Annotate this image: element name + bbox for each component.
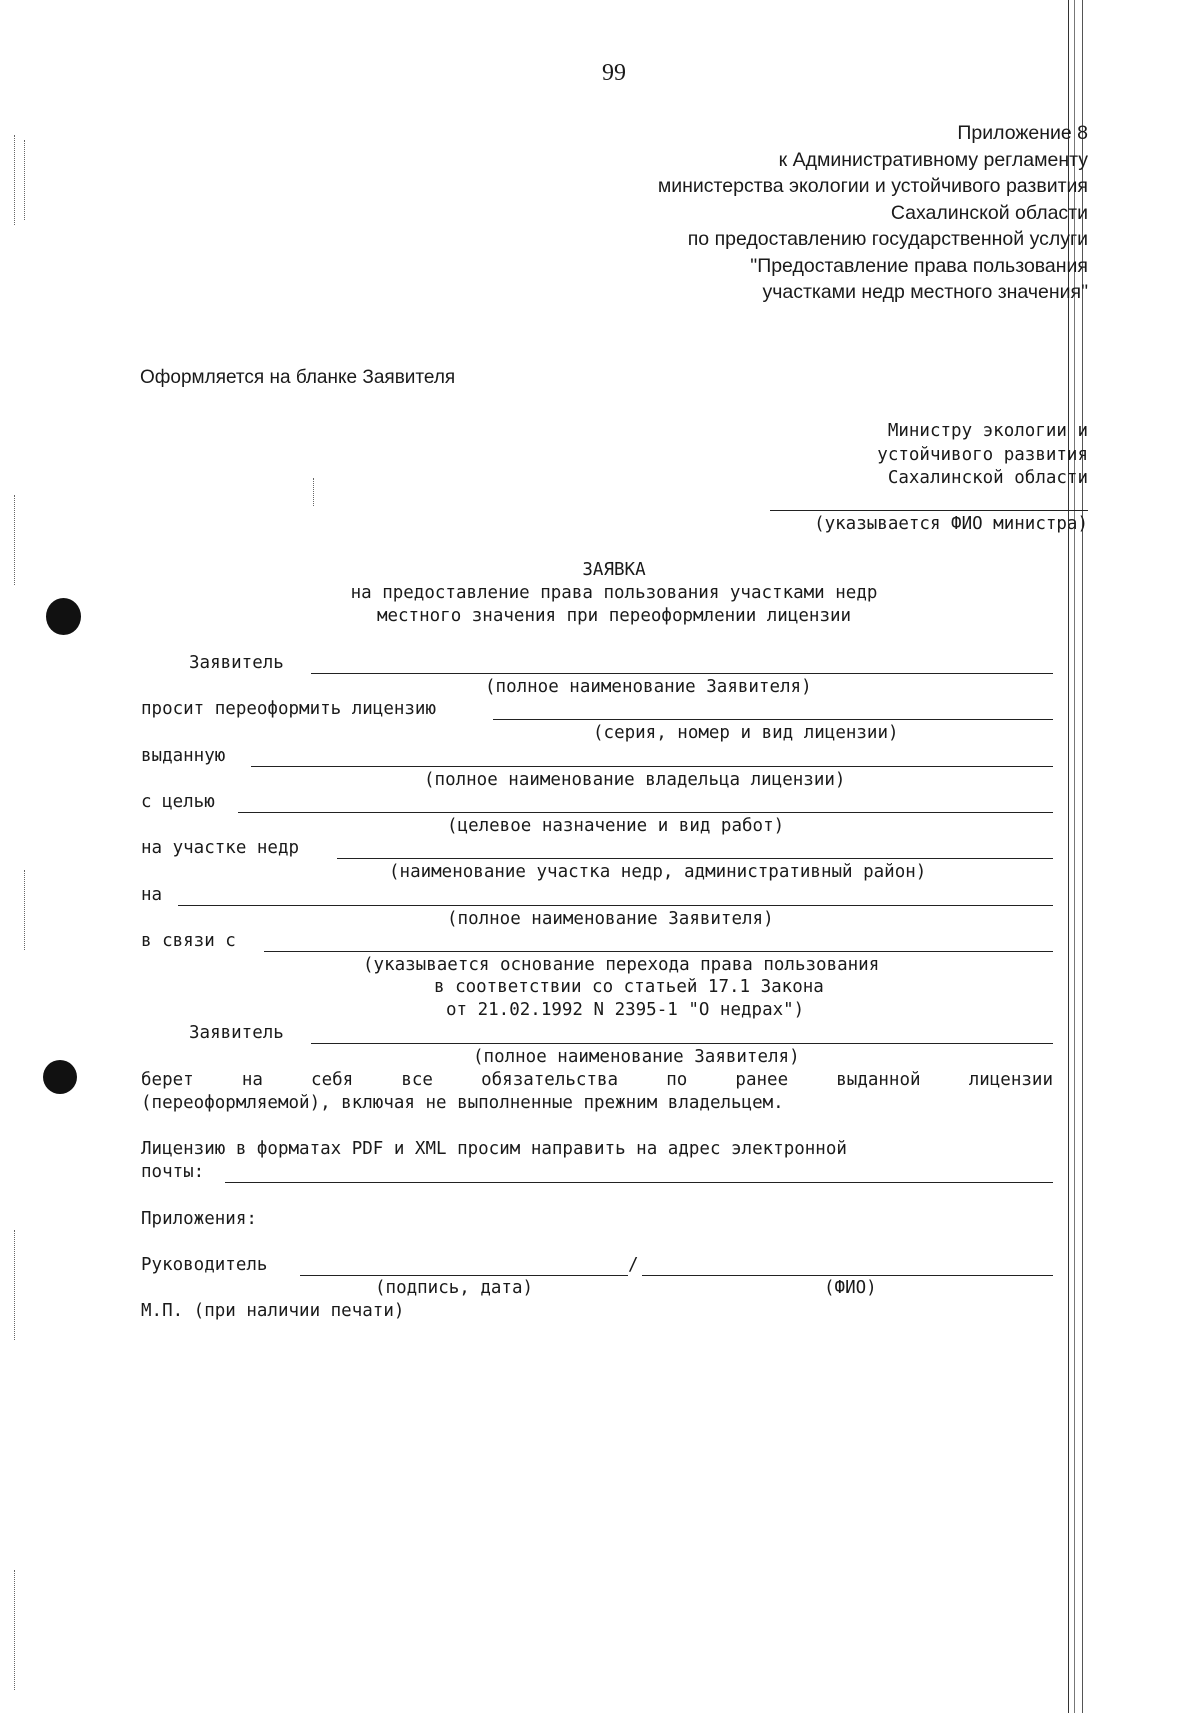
reason-hint: от 21.02.1992 N 2395-1 "О недрах")	[446, 1000, 805, 1020]
attachments-label: Приложения:	[141, 1209, 257, 1229]
annex-line: по предоставлению государственной услуги	[687, 228, 1088, 250]
scan-speck	[14, 1570, 15, 1690]
form-heading: ЗАЯВКА	[582, 560, 646, 580]
obligation-word: выданной	[836, 1070, 921, 1090]
obligation-word: себя	[311, 1070, 354, 1090]
applicant-hint: (полное наименование Заявителя)	[485, 677, 812, 697]
fio-field[interactable]	[642, 1275, 1053, 1276]
annex-line: министерства экологии и устойчивого развития	[657, 175, 1088, 197]
site-hint: (наименование участка недр, административный район)	[389, 862, 927, 882]
obligation-word: берет	[141, 1070, 194, 1090]
obligation-word: на	[241, 1070, 263, 1090]
addressee-line: Сахалинской области	[887, 468, 1088, 488]
signature-hint: (подпись, дата)	[375, 1278, 534, 1298]
annex-line: к Административному регламенту	[778, 148, 1088, 171]
applicant-hint: (полное наименование Заявителя)	[473, 1047, 800, 1067]
obligation-line	[141, 1070, 1053, 1090]
signature-field[interactable]	[300, 1275, 628, 1276]
owner-hint: (полное наименование владельца лицензии)	[424, 770, 846, 790]
minister-hint: (указывается ФИО министра)	[814, 514, 1088, 534]
email-label: почты:	[141, 1162, 205, 1182]
scan-speck	[14, 1230, 15, 1340]
new-holder-field[interactable]	[178, 905, 1053, 906]
annex-line: "Предоставление права пользования	[750, 254, 1088, 277]
purpose-field[interactable]	[238, 812, 1053, 813]
email-request-text: Лицензию в форматах PDF и XML просим направить на адрес электронной	[141, 1139, 847, 1159]
form-subtitle-line: местного значения при переоформлении лицензии	[376, 606, 852, 626]
addressee-block	[877, 420, 1088, 491]
reason-label: в связи с	[141, 931, 236, 951]
annex-line: Сахалинской области	[890, 201, 1088, 224]
form-subtitle-line: на предоставление права пользования участками недр	[350, 583, 878, 603]
obligation-word: ранее	[735, 1070, 789, 1090]
obligation-word: лицензии	[968, 1070, 1053, 1090]
addressee-line: устойчивого развития	[877, 444, 1088, 465]
scan-speck	[24, 140, 25, 220]
minister-name-field[interactable]	[770, 510, 1088, 511]
page-number: 99	[602, 60, 626, 86]
slash-separator: /	[628, 1255, 639, 1275]
license-hint: (серия, номер и вид лицензии)	[593, 723, 899, 743]
letterhead-note: Оформляется на бланке Заявителя	[140, 367, 456, 388]
obligation-word: все	[401, 1070, 433, 1090]
obligation-word: по	[666, 1070, 688, 1090]
to-hint: (полное наименование Заявителя)	[447, 909, 774, 929]
site-field[interactable]	[337, 858, 1053, 859]
reason-field[interactable]	[264, 951, 1053, 952]
stamp-note: М.П. (при наличии печати)	[141, 1301, 405, 1321]
purpose-hint: (целевое назначение и вид работ)	[447, 816, 785, 836]
purpose-label: с целью	[141, 792, 215, 812]
scan-speck	[24, 870, 25, 950]
head-label: Руководитель	[141, 1255, 268, 1275]
obligation-word: обязательства	[481, 1070, 619, 1090]
reason-hint: (указывается основание перехода права пользования	[363, 955, 880, 975]
fio-hint: (ФИО)	[824, 1278, 877, 1298]
reissue-label: просит переоформить лицензию	[141, 699, 437, 719]
applicant-label: Заявитель	[189, 653, 284, 673]
scan-speck	[14, 135, 15, 225]
license-owner-field[interactable]	[251, 766, 1053, 767]
site-label: на участке недр	[141, 838, 300, 858]
email-field[interactable]	[225, 1182, 1053, 1183]
issued-label: выданную	[141, 746, 226, 766]
addressee-line: Министру экологии и	[887, 421, 1088, 441]
reason-hint: в соответствии со статьей 17.1 Закона	[434, 977, 824, 997]
applicant-label: Заявитель	[189, 1023, 284, 1043]
applicant-field[interactable]	[311, 673, 1053, 674]
license-field[interactable]	[493, 719, 1053, 720]
obligation-line: (переоформляемой), включая не выполненные прежним владельцем.	[141, 1093, 784, 1113]
annex-line: Приложение 8	[957, 122, 1088, 144]
annex-line: участками недр местного значения"	[762, 281, 1088, 303]
punch-hole-mark	[43, 1060, 77, 1094]
to-label: на	[141, 885, 163, 905]
annex-header	[658, 120, 1088, 306]
scan-speck	[313, 478, 314, 506]
applicant-field[interactable]	[311, 1043, 1053, 1044]
